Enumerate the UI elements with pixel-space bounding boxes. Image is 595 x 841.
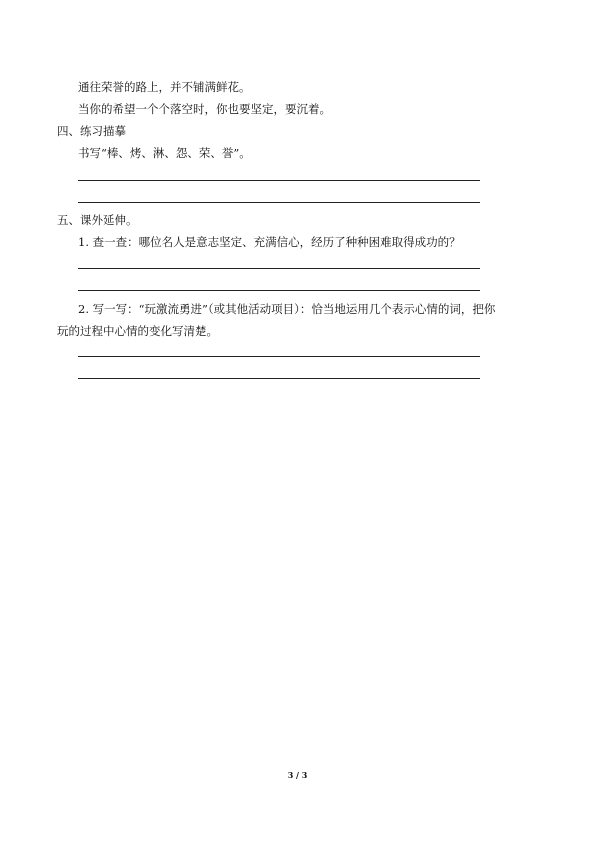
question-2-line-1: 2. 写一写：“玩激流勇进”（或其他活动项目）：恰当地运用几个表示心情的词，把你	[78, 302, 496, 316]
page-number: 3 / 3	[287, 770, 308, 780]
answer-line	[78, 268, 480, 269]
writing-line	[78, 180, 480, 181]
writing-line	[78, 202, 480, 203]
answer-line	[78, 290, 480, 291]
section-4-title: 四、练习描摹	[57, 124, 126, 138]
answer-line	[78, 356, 480, 357]
answer-line	[78, 378, 480, 379]
sentence-1: 通往荣誉的路上，并不铺满鲜花。	[78, 80, 251, 94]
section-5-title: 五、课外延伸。	[57, 213, 138, 227]
question-2-line-2: 玩的过程中心情的变化写清楚。	[57, 324, 218, 338]
question-1: 1. 查一查：哪位名人是意志坚定、充满信心，经历了种种困难取得成功的？	[78, 235, 461, 249]
sentence-2: 当你的希望一个个落空时，你也要坚定，要沉着。	[78, 102, 331, 116]
section-4-task: 书写“棒、烤、淋、怨、荣、誉”。	[78, 146, 251, 160]
